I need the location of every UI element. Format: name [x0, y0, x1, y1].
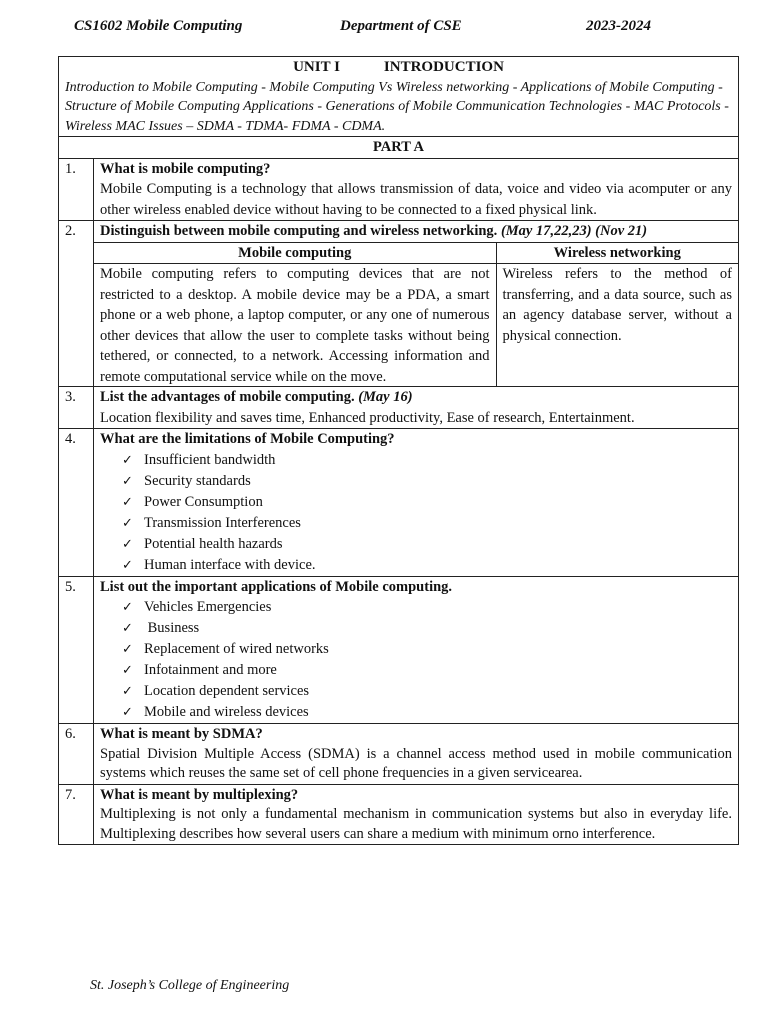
question-row [59, 724, 739, 785]
academic-year: 2023-2024 [586, 18, 651, 34]
limitations-list [100, 450, 732, 576]
question-number: 6. [59, 724, 94, 785]
question-text: Distinguish between mobile computing and wireless networking. (May 17,22,23) (Nov 21) [100, 223, 648, 239]
part-heading: PART A [59, 137, 739, 159]
part-row [59, 137, 739, 159]
comparison-table [94, 242, 738, 388]
check-icon: ✓ [122, 600, 133, 615]
check-icon: ✓ [122, 642, 133, 657]
list-item: ✓ Human interface with device. [122, 555, 732, 576]
question-number: 3. [59, 387, 94, 429]
question-table [58, 56, 739, 845]
question-row [59, 429, 739, 577]
applications-list [100, 597, 732, 723]
unit-number: UNIT I [293, 59, 340, 75]
list-item: ✓ Infotainment and more [122, 660, 732, 681]
exam-reference: (May 16) [358, 389, 413, 405]
check-icon: ✓ [122, 684, 133, 699]
question-text: What are the limitations of Mobile Computing? [100, 431, 395, 447]
answer-text: Multiplexing is not only a fundamental mechanism in communication systems but also in everyday life. Multiplexing describes how several users can share a medium with minimum orno interference. [100, 806, 732, 842]
question-text: What is mobile computing? [100, 160, 271, 177]
question-row [59, 784, 739, 845]
check-icon: ✓ [122, 621, 133, 636]
question-row [59, 576, 739, 724]
check-icon: ✓ [122, 557, 133, 573]
question-number: 7. [59, 784, 94, 845]
list-item: ✓ Insufficient bandwidth [122, 450, 732, 471]
check-icon: ✓ [122, 473, 133, 489]
list-item: ✓ Vehicles Emergencies [122, 597, 732, 618]
list-item: ✓ Location dependent services [122, 681, 732, 702]
question-text: List the advantages of mobile computing. (May 16) [100, 389, 413, 405]
check-icon: ✓ [122, 452, 133, 468]
check-icon: ✓ [122, 536, 133, 552]
list-item: ✓ Transmission Interferences [122, 513, 732, 534]
list-item: ✓ Security standards [122, 471, 732, 492]
question-row [59, 158, 739, 221]
check-icon: ✓ [122, 494, 133, 510]
column-header: Mobile computing [94, 242, 496, 264]
question-number: 2. [59, 221, 94, 387]
unit-row [59, 57, 739, 137]
comparison-cell: Mobile computing refers to computing devices that are not restricted to a desktop. A mobile device may be a PDA, a smart phone or a web phone, a laptop computer, or any one of numerous other devices that allow the user to complete tasks without being tethered, or connected, to a network. Accessing information and remote computational service while on the move. [94, 264, 496, 388]
check-icon: ✓ [122, 705, 133, 720]
question-row [59, 221, 739, 387]
list-item: ✓ Power Consumption [122, 492, 732, 513]
question-text: List out the important applications of Mobile computing. [100, 578, 453, 595]
course-title: CS1602 Mobile Computing [74, 18, 243, 34]
question-number: 5. [59, 576, 94, 724]
page-header [0, 18, 768, 40]
exam-reference: (May 17,22,23) (Nov 21) [500, 223, 648, 239]
check-icon: ✓ [122, 663, 133, 678]
list-item: ✓ Business [122, 618, 732, 639]
question-row [59, 387, 739, 429]
department-name: Department of CSE [340, 18, 462, 34]
column-header: Wireless networking [496, 242, 738, 264]
answer-text: Spatial Division Multiple Access (SDMA) is a channel access method used in mobile communication systems which reuses the same set of cell phone frequencies in a given servicearea. [100, 745, 732, 781]
check-icon: ✓ [122, 515, 133, 531]
list-item: ✓ Potential health hazards [122, 534, 732, 555]
unit-topics: Introduction to Mobile Computing - Mobile Computing Vs Wireless networking - Applications of Mobile Computing - Structure of Mobile Computing Applications - Generations of Mobile Communication Technologies - MAC Protocols - Wireless MAC Issues – SDMA - TDMA- FDMA - CDMA. [65, 79, 729, 134]
list-item: ✓ Replacement of wired networks [122, 639, 732, 660]
question-number: 1. [59, 158, 94, 221]
question-number: 4. [59, 429, 94, 577]
unit-heading [65, 57, 732, 78]
answer-text: Mobile Computing is a technology that allows transmission of data, voice and video via acomputer or any other wireless enabled device without having to be connected to a fixed physical link. [100, 181, 732, 218]
answer-text: Location flexibility and saves time, Enhanced productivity, Ease of research, Entertainment. [100, 409, 635, 426]
unit-title: INTRODUCTION [383, 59, 504, 75]
question-text: What is meant by SDMA? [100, 726, 263, 742]
list-item: ✓ Mobile and wireless devices [122, 702, 732, 723]
comparison-cell: Wireless refers to the method of transferring, and a data source, such as an agency database server, without a physical connection. [496, 264, 738, 388]
page-footer: St. Joseph’s College of Engineering [90, 978, 290, 993]
question-text: What is meant by multiplexing? [100, 786, 299, 803]
